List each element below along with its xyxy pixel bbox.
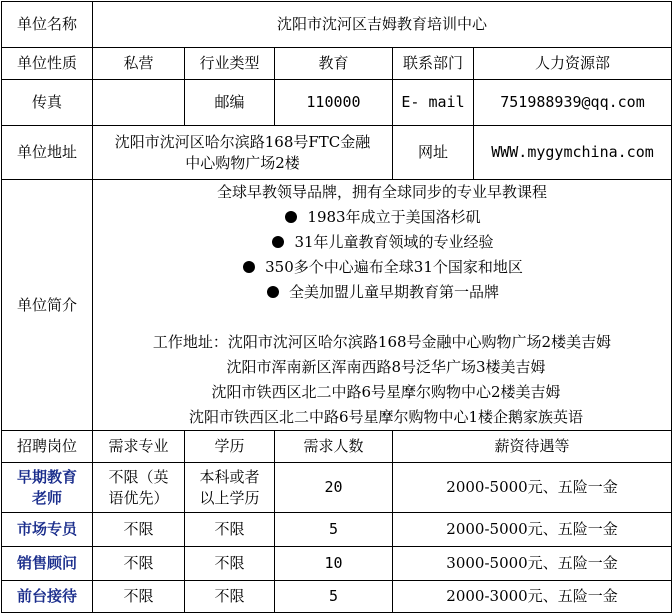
postcode-label: 邮编 xyxy=(185,80,275,126)
work-address: 沈阳市铁西区北二中路6号星摩尔购物中心2楼美吉姆 xyxy=(211,383,561,401)
postcode-value: 110000 xyxy=(275,80,393,126)
job-education: 不限 xyxy=(185,581,275,613)
jobs-header-education: 学历 xyxy=(185,431,275,463)
company-name-value: 沈阳市沈河区吉姆教育培训中心 xyxy=(93,2,672,48)
work-address: 沈阳市铁西区北二中路6号星摩尔购物中心1楼企鹅家族英语 xyxy=(188,408,584,426)
work-address: 沈阳市浑南新区浑南西路8号泛华广场3楼美吉姆 xyxy=(226,358,546,376)
nature-label: 单位性质 xyxy=(2,48,93,80)
table-row xyxy=(2,463,672,513)
intro-bullet: 350多个中心遍布全球31个国家和地区 xyxy=(95,255,669,280)
job-salary: 3000-5000元、五险一金 xyxy=(393,547,672,581)
job-salary: 2000-3000元、五险一金 xyxy=(393,581,672,613)
company-address-row xyxy=(2,126,672,180)
jobs-header-major: 需求专业 xyxy=(93,431,185,463)
intro-content xyxy=(93,180,672,431)
address-line-2: 中心购物广场2楼 xyxy=(185,153,300,172)
job-salary: 2000-5000元、五险一金 xyxy=(393,463,672,513)
job-salary: 2000-5000元、五险一金 xyxy=(393,513,672,547)
job-count: 10 xyxy=(275,547,393,581)
address-value xyxy=(93,126,393,180)
intro-label: 单位简介 xyxy=(2,180,93,431)
job-position: 销售顾问 xyxy=(2,547,93,581)
jobs-header-row xyxy=(2,431,672,463)
job-position: 前台接待 xyxy=(2,581,93,613)
jobs-header-position: 招聘岗位 xyxy=(2,431,93,463)
industry-label: 行业类型 xyxy=(185,48,275,80)
company-fax-row xyxy=(2,80,672,126)
intro-headline: 全球早教领导品牌，拥有全球同步的专业早教课程 xyxy=(217,183,548,201)
bullet-icon xyxy=(267,286,279,298)
website-value: WWW.mygymchina.com xyxy=(474,126,672,180)
contact-dept-label: 联系部门 xyxy=(393,48,474,80)
job-education: 本科或者 以上学历 xyxy=(185,463,275,513)
fax-label: 传真 xyxy=(2,80,93,126)
job-count: 5 xyxy=(275,581,393,613)
nature-value: 私营 xyxy=(93,48,185,80)
company-intro-row xyxy=(2,180,672,431)
table-row xyxy=(2,547,672,581)
email-value: 751988939@qq.com xyxy=(474,80,672,126)
job-position: 市场专员 xyxy=(2,513,93,547)
recruitment-form xyxy=(1,1,672,613)
job-major: 不限 xyxy=(93,581,185,613)
fax-value xyxy=(93,80,185,126)
address-label: 单位地址 xyxy=(2,126,93,180)
jobs-header-salary: 薪资待遇等 xyxy=(393,431,672,463)
job-count: 20 xyxy=(275,463,393,513)
jobs-header-count: 需求人数 xyxy=(275,431,393,463)
intro-bullet: 31年儿童教育领域的专业经验 xyxy=(95,230,669,255)
company-name-row xyxy=(2,2,672,48)
job-count: 5 xyxy=(275,513,393,547)
company-nature-row xyxy=(2,48,672,80)
website-label: 网址 xyxy=(393,126,474,180)
contact-dept-value: 人力资源部 xyxy=(474,48,672,80)
bullet-icon xyxy=(285,211,297,223)
company-name-label: 单位名称 xyxy=(2,2,93,48)
email-label: E- mail xyxy=(393,80,474,126)
intro-bullet: 1983年成立于美国洛杉矶 xyxy=(95,205,669,230)
intro-bullet: 全美加盟儿童早期教育第一品牌 xyxy=(95,280,669,305)
job-major: 不限 xyxy=(93,547,185,581)
job-education: 不限 xyxy=(185,547,275,581)
job-major: 不限 xyxy=(93,513,185,547)
bullet-icon xyxy=(272,236,284,248)
bullet-icon xyxy=(243,261,255,273)
table-row xyxy=(2,513,672,547)
industry-value: 教育 xyxy=(275,48,393,80)
job-education: 不限 xyxy=(185,513,275,547)
work-address-first: 工作地址：沈阳市沈河区哈尔滨路168号金融中心购物广场2楼美吉姆 xyxy=(152,333,612,351)
job-position: 早期教育 老师 xyxy=(2,463,93,513)
address-line-1: 沈阳市沈河区哈尔滨路168号FTC金融 xyxy=(114,132,371,151)
job-major: 不限（英 语优先） xyxy=(93,463,185,513)
table-row xyxy=(2,581,672,613)
